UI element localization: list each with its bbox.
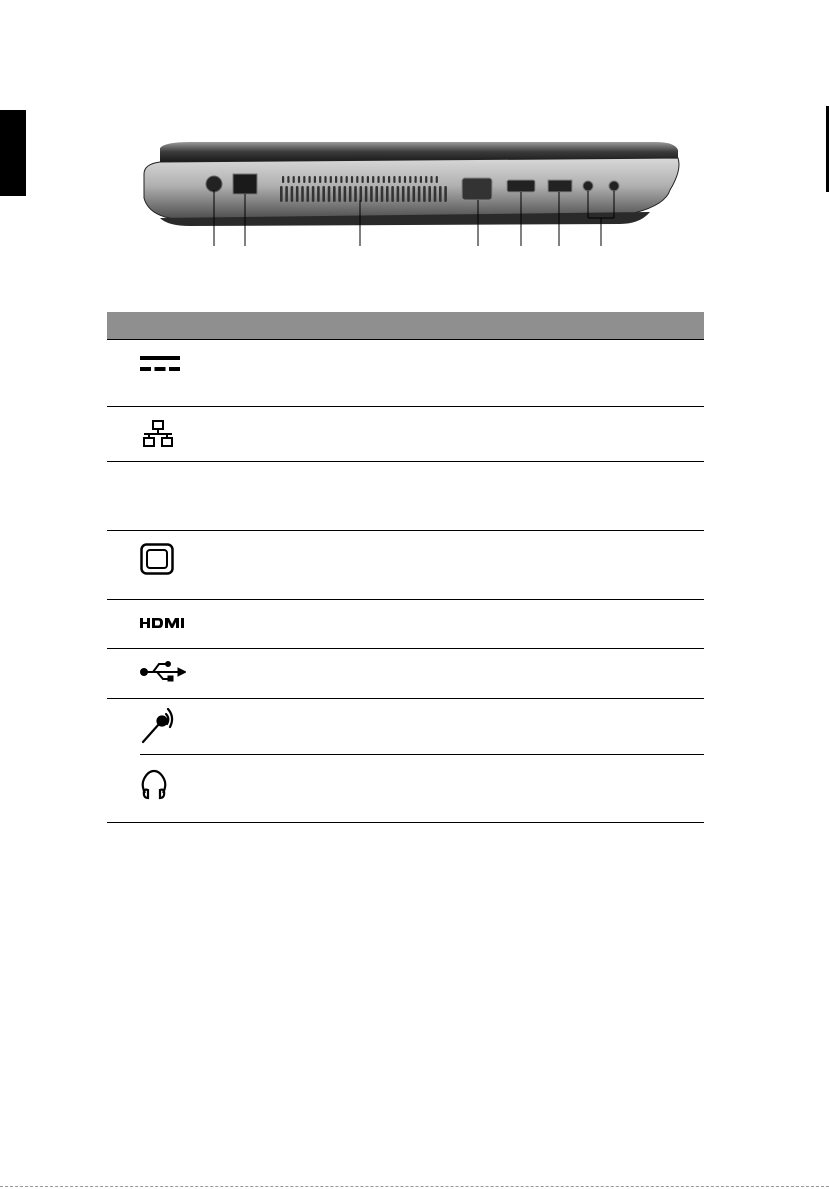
vent-slot bbox=[397, 186, 400, 202]
vent-slot bbox=[298, 176, 300, 183]
table-row bbox=[107, 407, 704, 462]
vent-slot bbox=[322, 186, 325, 202]
vent-slot bbox=[444, 186, 447, 202]
vent-slot bbox=[415, 176, 417, 183]
vent-slot bbox=[309, 176, 311, 183]
vent-slot bbox=[296, 186, 299, 202]
table-row bbox=[107, 600, 704, 649]
vent-slot bbox=[423, 186, 426, 202]
vent-slot bbox=[301, 186, 304, 202]
vent-slot bbox=[354, 186, 357, 202]
vent-slot bbox=[409, 176, 411, 183]
vent-slot bbox=[287, 176, 289, 183]
vent-slot bbox=[370, 186, 373, 202]
vent-slot bbox=[351, 176, 353, 183]
vent-slot bbox=[346, 176, 348, 183]
vent-slot bbox=[381, 186, 384, 202]
vent-slot bbox=[324, 176, 326, 183]
vent-slot bbox=[428, 186, 431, 202]
vent-slot bbox=[365, 186, 368, 202]
dc-in-icon bbox=[140, 355, 180, 373]
vent-slot bbox=[338, 186, 341, 202]
vent-slot bbox=[434, 186, 437, 202]
vent-slot bbox=[328, 186, 331, 202]
vent-slot bbox=[413, 186, 416, 202]
vent-slot bbox=[372, 176, 374, 183]
vga-port bbox=[462, 178, 492, 200]
microphone-icon bbox=[140, 705, 176, 745]
table-row bbox=[107, 699, 704, 755]
ethernet-icon bbox=[140, 420, 176, 448]
vent-slot bbox=[303, 176, 305, 183]
audio-jacks-group bbox=[107, 699, 704, 823]
vent-slot bbox=[436, 176, 438, 183]
vent-slot bbox=[407, 186, 410, 202]
dc-in-port bbox=[206, 176, 222, 192]
usb-icon bbox=[140, 661, 186, 683]
table-row bbox=[107, 462, 704, 531]
vent-slot bbox=[439, 186, 442, 202]
headphones-icon bbox=[140, 769, 168, 801]
vent-slot bbox=[418, 186, 421, 202]
vent-slot bbox=[291, 186, 294, 202]
microphone-jack bbox=[583, 181, 593, 191]
chapter-tab-marker bbox=[0, 110, 26, 196]
hdmi-icon bbox=[140, 618, 188, 628]
vent-slot bbox=[430, 176, 432, 183]
vent-slot bbox=[312, 186, 315, 202]
table-row bbox=[107, 340, 704, 407]
vent-slot bbox=[349, 186, 352, 202]
vent-slot bbox=[402, 186, 405, 202]
vent-slot bbox=[362, 176, 364, 183]
vent-slot bbox=[356, 176, 358, 183]
vent-slot bbox=[333, 186, 336, 202]
vent-slot bbox=[377, 176, 379, 183]
vent-slot bbox=[330, 176, 332, 183]
vent-slot bbox=[314, 176, 316, 183]
table-row bbox=[107, 531, 704, 600]
laptop-side-illustration bbox=[130, 128, 690, 253]
vga-monitor-icon bbox=[140, 543, 174, 575]
vent-slot bbox=[425, 176, 427, 183]
ports-table bbox=[107, 312, 704, 823]
vent-slot bbox=[335, 176, 337, 183]
table-row bbox=[107, 755, 704, 823]
vent-slot bbox=[282, 176, 284, 183]
vent-slot bbox=[340, 176, 342, 183]
vent-slot bbox=[391, 186, 394, 202]
page-bottom-rule bbox=[0, 1186, 829, 1187]
vent-slot bbox=[360, 186, 363, 202]
vent-slot bbox=[280, 186, 283, 202]
headphone-jack bbox=[609, 181, 619, 191]
vent-slot bbox=[383, 176, 385, 183]
vent-slot bbox=[344, 186, 347, 202]
vent-slot bbox=[367, 176, 369, 183]
vent-slot bbox=[393, 176, 395, 183]
vent-slot bbox=[293, 176, 295, 183]
vent-slot bbox=[319, 176, 321, 183]
vent-slot bbox=[388, 176, 390, 183]
vent-slot bbox=[317, 186, 320, 202]
usb-port bbox=[548, 180, 572, 192]
vent-slot bbox=[375, 186, 378, 202]
hdmi-port bbox=[507, 180, 535, 192]
table-row bbox=[107, 649, 704, 699]
vent-slot bbox=[307, 186, 310, 202]
vent-slot bbox=[399, 176, 401, 183]
vent-slot bbox=[285, 186, 288, 202]
vent-slot bbox=[386, 186, 389, 202]
vent-slot bbox=[404, 176, 406, 183]
vent-slot bbox=[420, 176, 422, 183]
table-header bbox=[107, 312, 704, 340]
ethernet-port bbox=[233, 174, 257, 194]
